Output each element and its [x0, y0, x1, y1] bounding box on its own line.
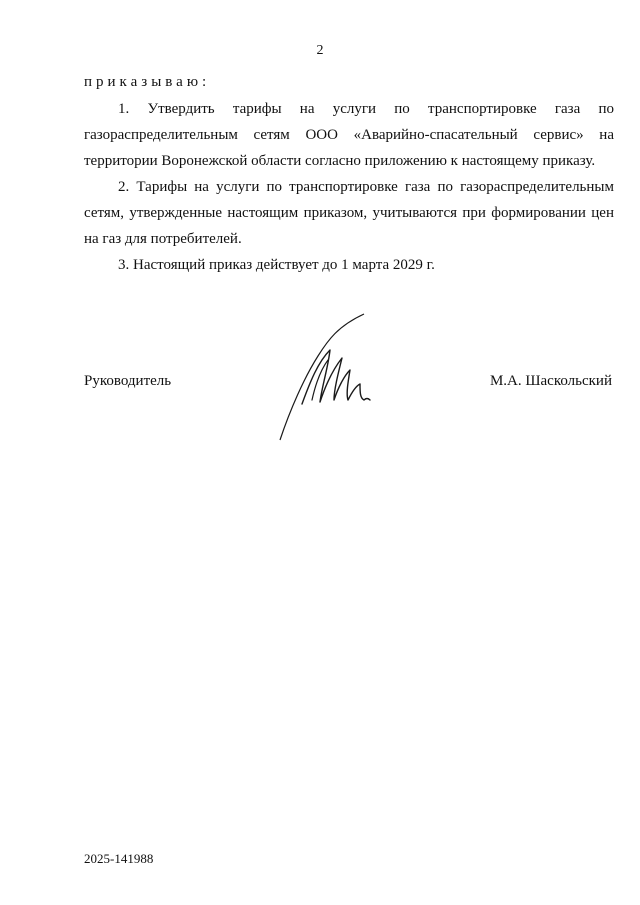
signer-title: Руководитель [84, 373, 172, 389]
paragraph-2: 2. Тарифы на услуги по транспортировке газа по газораспределительным сетям, утвержденные настоящим приказом, учитываются при формировании цен на газ для потребителей. [84, 179, 614, 247]
paragraph-3: 3. Настоящий приказ действует до 1 марта 2029 г. [118, 257, 435, 273]
preamble: приказываю: [84, 74, 211, 90]
paragraph-1: 1. Утвердить тарифы на услуги по транспортировке газа по газораспределительным сетям ООО «Аварийно-спасательный сервис» на территории Воронежской области согласно приложению к настоящему приказу. [84, 101, 614, 169]
handwritten-signature [276, 312, 376, 444]
page-number: 2 [316, 43, 324, 58]
signer-name: М.А. Шаскольский [489, 373, 612, 389]
document-body [84, 96, 614, 278]
document-number: 2025-141988 [84, 851, 154, 866]
